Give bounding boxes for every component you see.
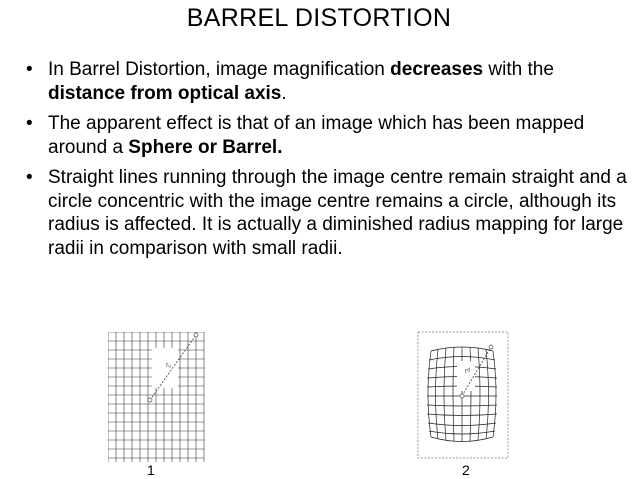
bullet-dot: •: [26, 59, 33, 80]
bullet-text: .: [281, 82, 287, 104]
undistorted-grid-figure: [108, 332, 208, 462]
bullet-emphasis: decreases: [390, 59, 484, 80]
bullet-item: [14, 58, 632, 105]
bullet-emphasis: distance from optical axis: [48, 82, 282, 104]
bullet-item: [14, 112, 632, 159]
figure-caption-2: 2: [462, 462, 470, 478]
edge-point: [194, 333, 198, 337]
bullet-text: The apparent effect is that of an image which has been mapped around a: [48, 113, 585, 158]
label-clear-area: [457, 361, 475, 391]
bullet-dot: •: [26, 167, 33, 188]
bullet-text: with the: [483, 59, 554, 80]
bullet-item: [14, 166, 632, 260]
bullet-text: Straight lines running through the image centre remain straight and a circle concentric with the image centre remains a circle, although its radius is affected. It is actually a diminished radius mapping for large radii in comparison with small radii.: [48, 167, 627, 259]
figure-caption-1: 1: [147, 462, 155, 478]
bullet-list: [14, 58, 632, 267]
centre-point: [148, 398, 152, 402]
bullet-emphasis: Sphere or Barrel.: [128, 136, 283, 158]
bullet-dot: •: [26, 113, 33, 134]
bullet-text: In Barrel Distortion, image magnification: [48, 59, 391, 80]
barrel-distorted-grid-figure: [417, 331, 509, 461]
slide-title: BARREL DISTORTION: [186, 4, 452, 32]
edge-point: [489, 345, 493, 349]
radius-label: rᵈ: [465, 368, 470, 375]
radius-label: rᵤ: [166, 362, 172, 369]
label-clear-area: [152, 348, 178, 388]
centre-point: [460, 394, 464, 398]
